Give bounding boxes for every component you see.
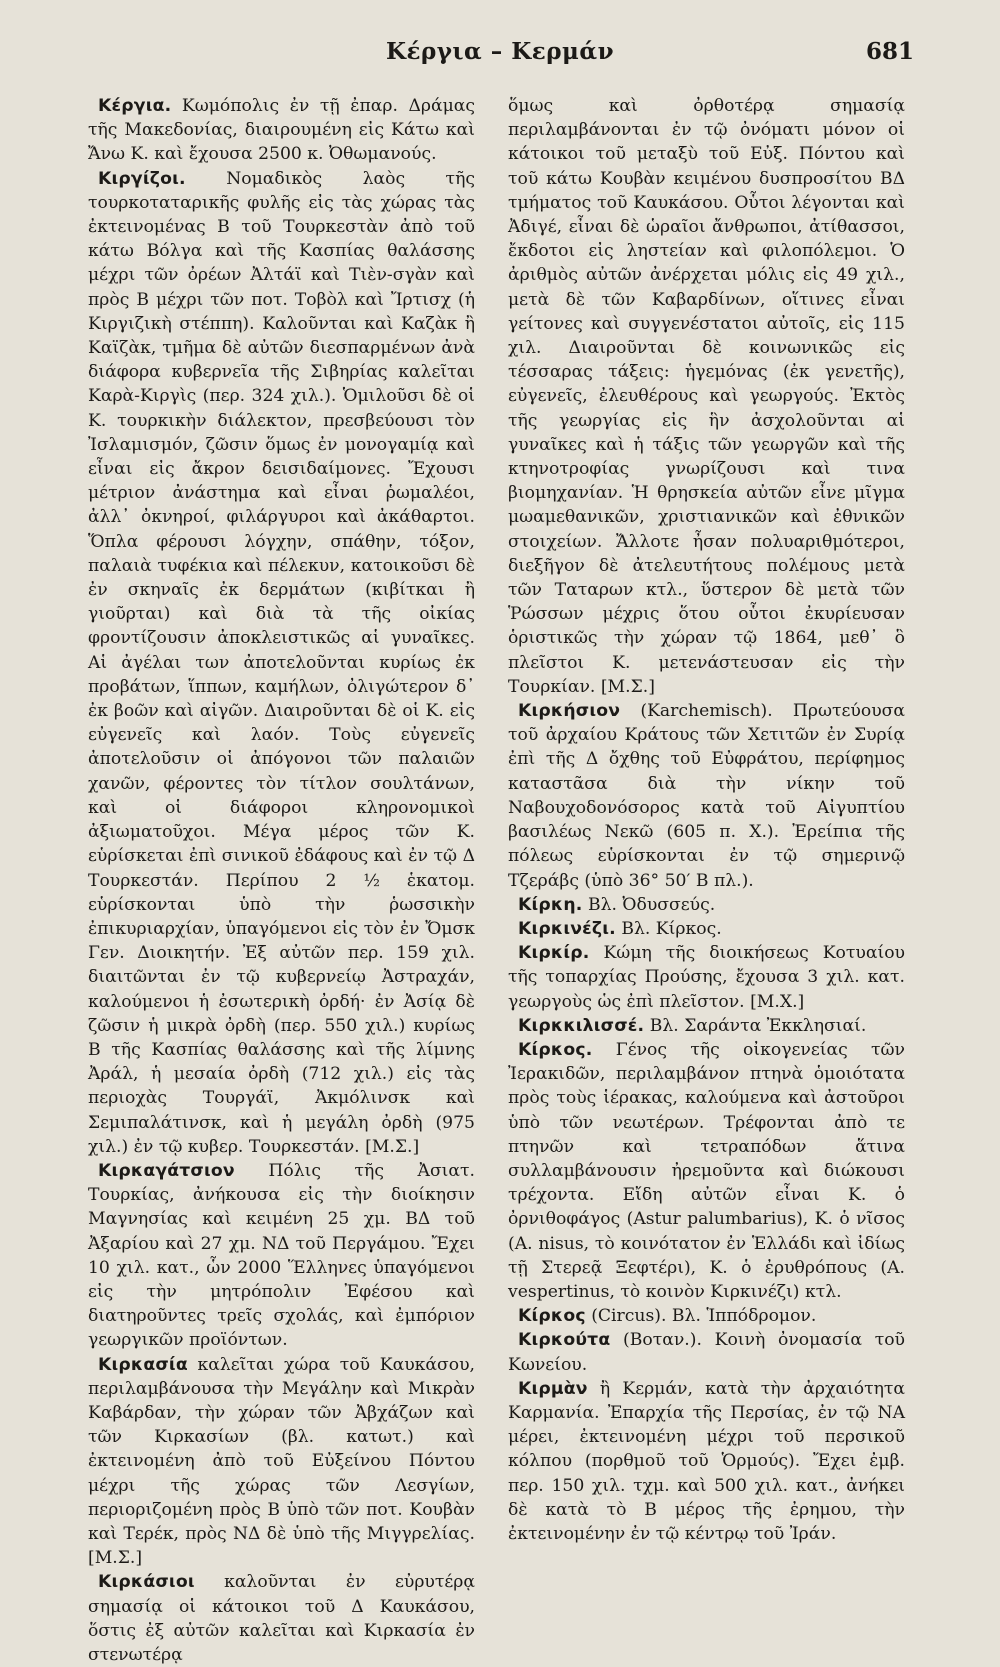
entry-headword: Κιρκασία [98,1354,188,1375]
entry-kirgizoi [88,167,475,1159]
entry-kirkos-circus [508,1304,905,1328]
entry-headword: Κιρκινέζι. [518,918,616,939]
entry-headword: Κιρκίρ. [518,943,590,964]
entry-text: Γένος τῆς οἰκογενείας τῶν Ἰερακιδῶν, περιλαμβάνον πτηνὰ ὁμοιότατα πρὸς τοὺς ἱέρακας, καλούμενα καὶ ἀστοῦροι ὑπὸ τῶν νεωτέρων. Τρέφονται ἀπὸ τε πτηνῶν καὶ τετραπόδων ἅτινα συλλαμβάνουσιν ἠρεμοῦντα καὶ διώκουσι τρέχοντα. Εἴδη αὐτῶν εἶναι Κ. ὁ ὀρνιθοφάγος (Astur palumbarius), Κ. ὁ νῖσος (A. nisus, τὸ κοινότατον ἐν Ἑλλάδι καὶ ἰδίως τῇ Στερεᾷ Ξεφτέρι), Κ. ὁ ἐρυθρόπους (A. vespertinus, τὸ κοινὸν Κιρκινέζι) κτλ. [508,1039,905,1302]
author-signature: [Μ.Σ.] [88,1548,143,1569]
left-column [88,94,476,1665]
entry-text: (Βοταν.). Κοινὴ ὀνομασία τοῦ Κωνείου. [508,1330,905,1375]
entry-text: ὅμως καὶ ὀρθοτέρᾳ σημασίᾳ περιλαμβάνονται ἐν τῷ ὀνόματι μόνον οἱ κάτοικοι τοῦ μεταξὺ τοῦ Εὐξ. Πόντου καὶ τοῦ κάτω Κουβὰν κειμένου δυσπροσίτου ΒΔ τμήματος τοῦ Καυκάσου. Οὗτοι λέγονται καὶ Ἀδιγέ, εἶναι δὲ ὡραῖοι ἄνθρωποι, ἀτίθασσοι, ἔκδοτοι εἰς ληστείαν καὶ φιλοπόλεμοι. Ὁ ἀριθμὸς αὐτῶν ἀνέρχεται μόλις εἰς 49 χιλ., μετὰ δὲ τῶν Καβαρδίνων, οἵτινες εἶναι γείτονες καὶ συγγενέστατοι αὐτοῖς, εἰς 115 χιλ. Διαιροῦνται δὲ κοινωνικῶς εἰς τέσσαρας τάξεις: ἡγεμόνας (ἐκ γενετῆς), εὐγενεῖς, ἐλευθέρους καὶ γεωργούς. Ἐκτὸς τῆς γεωργίας εἰς ἣν ἀσχολοῦνται αἱ γυναῖκες καὶ ἡ τάξις τῶν γεωργῶν καὶ τῆς κτηνοτροφίας γνωρίζουσι καὶ τινα βιομηχανίαν. Ἡ θρησκεία αὐτῶν εἶνε μῖγμα μωαμεθανικῶν, χριστιανικῶν καὶ ἐθνικῶν στοιχείων. Ἄλλοτε ἦσαν πολυαριθμότεροι, διεξῆγον δὲ ἀτελευτήτους πολέμους μετὰ τῶν Ταταρων κτλ., ὕστερον δὲ μετὰ τῶν Ῥώσσων μέχρις ὅτου οὗτοι ἐκυρίευσαν ὁριστικῶς τὴν χώραν τῷ 1864, μεθ᾽ ὃ πλεῖστοι Κ. μετενάστευσαν εἰς τὴν Τουρκίαν. [508,96,905,697]
entry-headword: Κίρκος [518,1306,586,1327]
entry-text: καλεῖται χώρα τοῦ Καυκάσου, περιλαμβάνουσα τὴν Μεγάλην καὶ Μικρὰν Καβάρδαν, τὴν χώραν τῶν Ἀβχάζων καὶ τῶν Κιρκασίων (βλ. κατωτ.) καὶ ἐκτεινομένη ἀπὸ τοῦ Εὐξείνου Πόντου μέχρι τῆς χώρας τῶν Λεσγίων, περιοριζομένη πρὸς Β ὑπὸ τῶν ποτ. Κουβὰν καὶ Τερέκ, πρὸς ΝΔ δὲ ὑπὸ τῆς Μιγγρελίας. [88,1354,475,1544]
entry-headword: Κιρμὰν [518,1378,588,1399]
entry-text: Κωμόπολις ἐν τῇ ἐπαρ. Δράμας τῆς Μακεδονίας, διαιρουμένη εἰς Κάτω καὶ Ἄνω Κ. καὶ ἔχουσα 2500 κ. Ὀθωμανούς. [88,96,476,165]
entry-headword: Κιρκάσιοι [98,1572,195,1593]
entry-kirkkilisse [508,1014,905,1038]
entry-text: Βλ. Σαράντα Ἐκκλησιαί. [649,1015,867,1036]
running-title: Κέργια – Κερμάν [385,38,615,65]
entry-text: Πόλις τῆς Ἀσιατ. Τουρκίας, ἀνήκουσα εἰς τὴν διοίκησιν Μαγνησίας καὶ κειμένη 25 χμ. ΒΔ τοῦ Ἀξαρίου καὶ 27 χμ. ΝΔ τοῦ Περγάμου. Ἔχει 10 χιλ. κατ., ὧν 2000 Ἕλληνες ὑπαγόμενοι εἰς τὴν μητρόπολιν Ἐφέσου καὶ διατηροῦντες τρεῖς σχολάς, καὶ ἐμπόριον γεωργικῶν προϊόντων. [88,1160,475,1351]
entry-text: καλοῦνται ἐν εὐρυτέρᾳ σημασίᾳ οἱ κάτοικοι τοῦ Δ Καυκάσου, ὅστις ἐξ αὐτῶν καλεῖται καὶ Κιρκασία ἐν στενωτέρᾳ [88,1572,475,1665]
entry-kirkouta [508,1328,905,1376]
entry-text: Βλ. Κίρκος. [621,918,722,939]
entry-headword: Κιρκαγάτσιον [98,1160,235,1181]
entry-headword: Κίρκη. [518,894,583,915]
entry-kirkagatsion [88,1159,475,1353]
entry-kirkasioi [88,1570,475,1667]
author-signature: [Μ.Χ.] [750,991,805,1012]
author-signature: [Μ.Σ.] [600,676,655,697]
entry-kirman [508,1377,905,1546]
right-column [508,94,905,1556]
entry-text: (Karchemisch). Πρωτεύουσα τοῦ ἀρχαίου Κράτους τῶν Χετιτῶν ἐν Συρίᾳ ἐπὶ τῆς Δ ὄχθης τοῦ Εὐφράτου, περίφημος καταστᾶσα διὰ τὴν νίκην τοῦ Ναβουχοδονόσορος κατὰ τοῦ Αἰγυπτίου βασιλέως Νεκῶ (605 π. Χ.). Ἐρείπια τῆς πόλεως εὑρίσκονται ἐν τῷ σημερινῷ Τζεράβς (ὑπὸ 36° 50′ Β πλ.). [508,701,905,891]
entry-kirki [508,893,905,917]
entry-headword: Κίρκος. [518,1039,593,1060]
entry-headword: Κιργίζοι. [98,168,186,189]
entry-kirkos-bird [508,1038,905,1304]
entry-kirkasia [88,1353,475,1571]
entry-headword: Κιρκούτα [518,1330,611,1351]
entry-text: Νομαδικὸς λαὸς τῆς τουρκοταταρικῆς φυλῆς εἰς τὰς χώρας τὰς ἐκτεινομένας Β τοῦ Τουρκεστὰν ἀπὸ τοῦ κάτω Βόλγα καὶ τῆς Κασπίας θαλάσσης μέχρι τῶν ὀρέων Ἀλτάϊ καὶ Τιὲν-σγὰν καὶ πρὸς Β μέχρι τῶν ποτ. Τοβὸλ καὶ Ἴρτισχ (ἡ Κιργιζικὴ στέππη). Καλοῦνται καὶ Καζὰκ ἢ Καϊζὰκ, τμῆμα δὲ αὐτῶν διεσπαρμένων ἀνὰ διάφορα κυβερνεῖα τῆς Σιβηρίας καλεῖται Καρὰ-Κιργὶς (περ. 324 χιλ.). Ὁμιλοῦσι δὲ οἱ Κ. τουρκικὴν διάλεκτον, πρεσβεύουσι τὸν Ἰσλαμισμόν, ζῶσιν ὅμως ἐν μονογαμίᾳ καὶ εἶναι εἰς ἄκρον δεισιδαίμονες. Ἔχουσι μέτριον ἀνάστημα καὶ εἶναι ῥωμαλέοι, ἀλλ᾽ ὀκνηροί, φιλάργυροι καὶ ἀκάθαρτοι. Ὅπλα φέρουσι λόγχην, σπάθην, τόξον, παλαιὰ τυφέκια καὶ πέλεκυν, κατοικοῦσι δὲ ἐν σκηναῖς ἐκ δερμάτων (κιβίτκαι ἢ γιοῦρται) καὶ διὰ τὰ τῆς οἰκίας φροντίζουσιν ἀποκλειστικῶς αἱ γυναῖκες. Αἱ ἀγέλαι των ἀποτελοῦνται κυρίως ἐκ προβάτων, ἵππων, καμήλων, ὀλιγώτερον δ᾽ ἐκ βοῶν καὶ αἰγῶν. Διαιροῦνται δὲ οἱ Κ. εἰς εὐγενεῖς καὶ λαόν. Τοὺς εὐγενεῖς ἀποτελοῦσιν οἱ ἀπόγονοι τῶν παλαιῶν χανῶν, φέροντες τὸν τίτλον σουλτάνων, καὶ οἱ διάφοροι κληρονομικοὶ ἀξιωματοῦχοι. Μέγα μέρος τῶν Κ. εὑρίσκεται ἐπὶ σινικοῦ ἐδάφους καὶ ἐν τῷ Δ Τουρκεστάν. Περίπου 2 ½ ἑκατομ. εὑρίσκονται ὑπὸ τὴν ῥωσσικὴν ἐπικυριαρχίαν, ὑπαγόμενοι εἰς τὸν ἐν Ὄμσκ Γεν. Διοικητήν. Ἐξ αὐτῶν περ. 159 χιλ. διαιτῶνται ἐν τῷ κυβερνείῳ Ἀστραχάν, καλούμενοι ἡ ἐσωτερικὴ ὀρδή· ἐν Ἀσίᾳ δὲ ζῶσιν ἡ μικρὰ ὀρδὴ (περ. 550 χιλ.) κυρίως Β τῆς Κασπίας θαλάσσης καὶ τῆς λίμνης Ἀράλ, ἡ μεσαία ὀρδὴ (712 χιλ.) εἰς τὰς περιοχὰς Τουργάϊ, Ἀκμόλινσκ καὶ Σεμιπαλάτινσκ, καὶ ἡ μεγάλη ὀρδὴ (975 χιλ.) ἐν τῷ κυβερ. Τουρκεστάν. [88,168,475,1157]
page-header [0,38,1000,78]
entry-kirkir [508,941,905,1014]
entry-text: (Circus). Βλ. Ἱππόδρομον. [591,1306,817,1327]
entry-text: Κώμη τῆς διοικήσεως Κοτυαίου τῆς τοπαρχίας Προύσης, ἔχουσα 3 χιλ. κατ. γεωργοὺς ὡς ἐπὶ πλεῖστον. [508,943,905,1012]
entry-kirkasioi-continued [508,94,905,699]
entry-headword: Κιρκήσιον [518,701,621,722]
author-signature: [Μ.Σ.] [365,1136,420,1157]
entry-kirkinezi [508,917,905,941]
entry-text: ἢ Κερμάν, κατὰ τὴν ἀρχαιότητα Καρμανία. Ἐπαρχία τῆς Περσίας, ἐν τῷ ΝΑ μέρει, ἐκτεινομένη μέχρι τοῦ περσικοῦ κόλπου (πορθμοῦ τοῦ Ὁρμούς). Ἔχει ἐμβ. περ. 150 χιλ. τχμ. καὶ 500 χιλ. κατ., ἀνήκει δὲ κατὰ τὸ Β μέρος τῆς ἐρημου, τὴν ἐκτεινομένην ἐν τῷ κέντρῳ τοῦ Ἰράν. [508,1378,905,1544]
entry-headword: Κέργια. [98,96,172,116]
entry-text: Βλ. Ὀδυσσεύς. [587,894,716,915]
entry-headword: Κιρκκιλισσέ. [518,1015,645,1036]
entry-kergia [88,94,475,167]
entry-kirkision [508,699,905,893]
page-number: 681 [865,38,914,65]
